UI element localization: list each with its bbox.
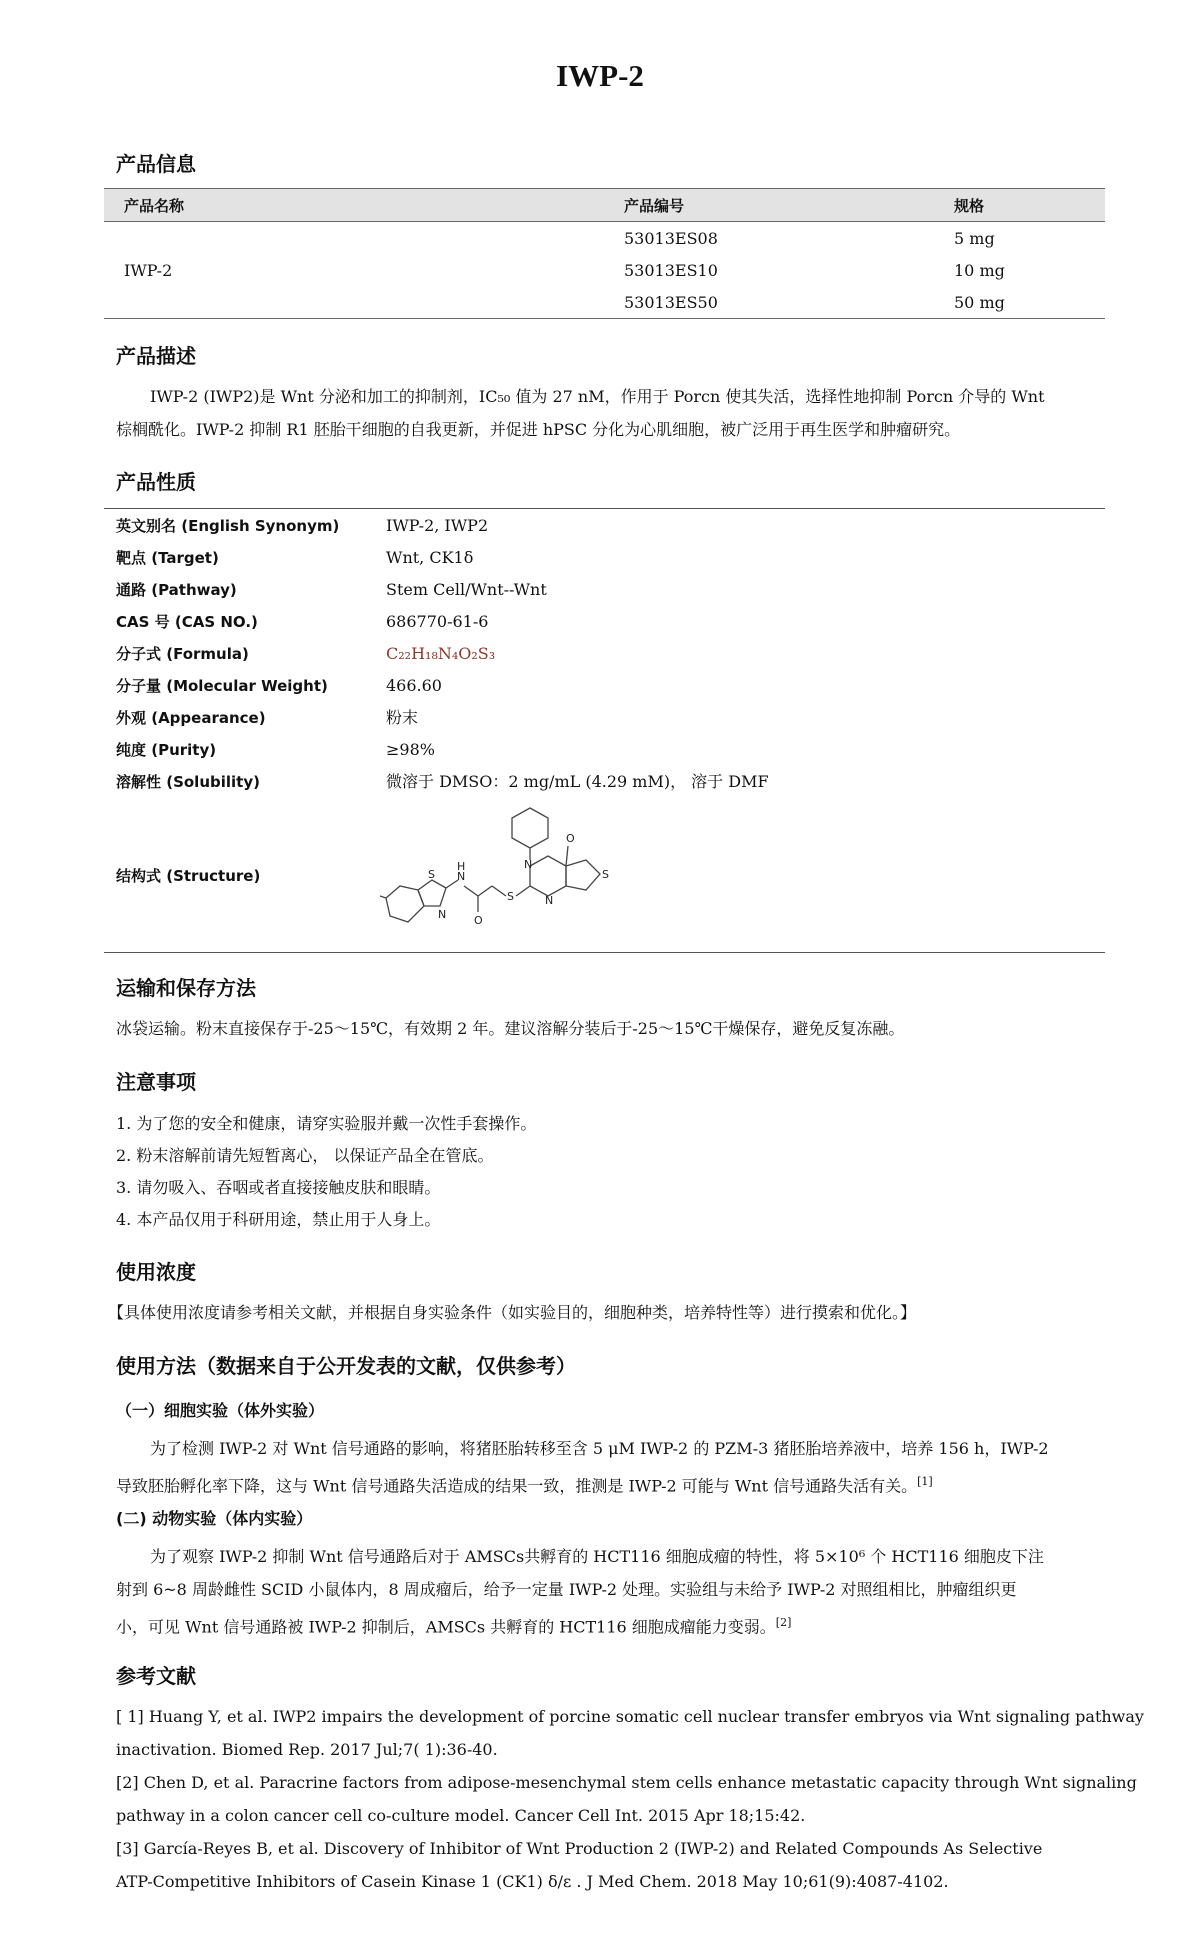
property-row-cas	[116, 606, 488, 638]
notes-list	[116, 1108, 536, 1236]
list-item: 3. 请勿吸入、吞咽或者直接接触皮肤和眼睛。	[116, 1178, 441, 1197]
property-row-solubility	[116, 766, 769, 798]
property-label: 外观 (Appearance)	[116, 709, 266, 727]
section-heading-concentration: 使用浓度	[116, 1260, 196, 1284]
property-label: 纯度 (Purity)	[116, 741, 217, 759]
property-label: 结构式 (Structure)	[116, 867, 261, 885]
atom-label: H	[457, 860, 466, 873]
section-heading-product-info: 产品信息	[116, 152, 196, 176]
product-code-cell: 53013ES50	[604, 286, 934, 319]
method-p2-line-2: 射到 6~8 周龄雌性 SCID 小鼠体内，8 周成瘤后，给予一定量 IWP-2 处理。实验组与未给予 IWP-2 对照组相比，肿瘤组织更	[116, 1580, 1017, 1599]
product-table	[104, 188, 1105, 319]
reference-1-line-2: inactivation. Biomed Rep. 2017 Jul;7( 1):36-40.	[116, 1740, 498, 1759]
header-product-code: 产品编号	[604, 189, 934, 222]
property-value: Wnt, CK1δ	[386, 548, 474, 567]
method-p1-line-1: 为了检测 IWP-2 对 Wnt 信号通路的影响，将猪胚胎转移至含 5 μM IWP-2 的 PZM-3 猪胚胎培养液中，培养 156 h，IWP-2	[150, 1439, 1049, 1458]
property-value: C₂₂H₁₈N₄O₂S₃	[386, 644, 496, 663]
property-row-appearance	[116, 702, 418, 734]
property-value: 466.60	[386, 676, 442, 695]
method-p1-line-2-text: 导致胚胎孵化率下降，这与 Wnt 信号通路失活造成的结果一致，推测是 IWP-2 可能与 Wnt 信号通路失活有关。	[116, 1476, 918, 1496]
atom-label: N	[524, 858, 533, 871]
property-label: 分子量 (Molecular Weight)	[116, 677, 328, 695]
method-p2-line-1: 为了观察 IWP-2 抑制 Wnt 信号通路后对于 AMSCs共孵育的 HCT116 细胞成瘤的特性，将 5×10⁶ 个 HCT116 细胞皮下注	[150, 1547, 1044, 1566]
subheading-cell-experiment: （一）细胞实验（体外实验）	[116, 1401, 325, 1420]
property-label: 靶点 (Target)	[116, 549, 219, 567]
section-heading-storage: 运输和保存方法	[116, 976, 256, 1000]
property-row-synonym	[116, 510, 488, 542]
product-name-cell: IWP-2	[104, 222, 604, 319]
reference-2-line-1: [2] Chen D, et al. Paracrine factors from adipose-mesenchymal stem cells enhance metastatic capacity through Wnt signaling	[116, 1773, 1137, 1792]
property-value: 686770-61-6	[386, 612, 489, 631]
atom-label: S	[602, 868, 609, 881]
document-title: IWP-2	[556, 58, 644, 93]
table-row	[104, 222, 1105, 255]
atom-label: N	[438, 908, 447, 921]
product-code-cell: 53013ES08	[624, 228, 718, 248]
section-heading-properties: 产品性质	[116, 470, 196, 494]
property-label: 分子式 (Formula)	[116, 645, 249, 663]
property-value: 微溶于 DMSO：2 mg/mL (4.29 mM)， 溶于 DMF	[386, 772, 769, 791]
header-product-name: 产品名称	[104, 189, 604, 222]
property-row-purity	[116, 734, 435, 766]
method-p2-line-3-text: 小，可见 Wnt 信号通路被 IWP-2 抑制后，AMSCs 共孵育的 HCT116 细胞成瘤能力变弱。	[116, 1617, 776, 1637]
citation-2: [2]	[775, 1616, 792, 1629]
description-line-1: IWP-2 (IWP2)是 Wnt 分泌和加工的抑制剂，IC₅₀ 值为 27 nM，作用于 Porcn 使其失活，选择性地抑制 Porcn 介导的 Wnt	[150, 387, 1045, 406]
list-item: 1. 为了您的安全和健康，请穿实验服并戴一次性手套操作。	[116, 1114, 537, 1133]
atom-label: S	[428, 868, 435, 881]
chemical-structure-image	[380, 800, 680, 950]
properties-top-rule	[104, 508, 1105, 509]
property-row-structure	[116, 860, 386, 892]
description-line-2: 棕榈酰化。IWP-2 抑制 R1 胚胎干细胞的自我更新，并促进 hPSC 分化为心肌细胞，被广泛用于再生医学和肿瘤研究。	[116, 420, 961, 439]
concentration-text: 【具体使用浓度请参考相关文献，并根据自身实验条件（如实验目的，细胞种类，培养特性等）进行摸索和优化。】	[108, 1303, 917, 1322]
reference-2-line-2: pathway in a colon cancer cell co-culture model. Cancer Cell Int. 2015 Apr 18;15:42.	[116, 1806, 806, 1825]
product-size-cell: 50 mg	[934, 286, 1105, 319]
structure-bonds	[380, 808, 600, 922]
property-value: 粉末	[386, 708, 419, 727]
property-row-target	[116, 542, 473, 574]
property-row-pathway	[116, 574, 547, 606]
method-p2-line-3	[116, 1606, 791, 1643]
property-value: Stem Cell/Wnt--Wnt	[386, 580, 547, 599]
method-p1-line-2	[116, 1465, 933, 1502]
property-label: 英文别名 (English Synonym)	[116, 517, 340, 535]
list-item: 4. 本产品仅用于科研用途，禁止用于人身上。	[116, 1210, 441, 1229]
property-row-mw	[116, 670, 442, 702]
structure-atom-labels	[428, 832, 609, 927]
product-size-cell: 5 mg	[954, 228, 995, 248]
reference-1-line-1: [ 1] Huang Y, et al. IWP2 impairs the development of porcine somatic cell nuclear transfer embryos via Wnt signaling pathway	[116, 1707, 1144, 1726]
subheading-animal-experiment: (二) 动物实验（体内实验）	[116, 1509, 313, 1528]
header-product-size: 规格	[934, 189, 1105, 222]
reference-3-line-1: [3] García-Reyes B, et al. Discovery of Inhibitor of Wnt Production 2 (IWP-2) and Related Compounds As Selective	[116, 1839, 1043, 1858]
property-value: IWP-2, IWP2	[386, 516, 489, 535]
property-label: 溶解性 (Solubility)	[116, 773, 260, 791]
citation-1: [1]	[917, 1475, 933, 1488]
atom-label: N	[457, 870, 466, 883]
property-label: 通路 (Pathway)	[116, 581, 237, 599]
product-table-header	[104, 189, 1105, 222]
property-label: CAS 号 (CAS NO.)	[116, 613, 258, 631]
atom-label: S	[507, 890, 514, 903]
section-heading-references: 参考文献	[116, 1664, 196, 1688]
list-item: 2. 粉末溶解前请先短暂离心， 以保证产品全在管底。	[116, 1146, 494, 1165]
section-heading-method: 使用方法（数据来自于公开发表的文献，仅供参考）	[116, 1354, 576, 1378]
storage-text: 冰袋运输。粉末直接保存于-25～15℃，有效期 2 年。建议溶解分装后于-25～15℃干燥保存，避免反复冻融。	[116, 1019, 905, 1038]
section-heading-description: 产品描述	[116, 344, 196, 368]
atom-label: O	[566, 832, 575, 845]
atom-label: N	[545, 894, 554, 907]
properties-bottom-rule	[104, 952, 1105, 953]
property-row-formula	[116, 638, 495, 670]
property-value: ≥98%	[386, 740, 435, 759]
reference-3-line-2: ATP-Competitive Inhibitors of Casein Kinase 1 (CK1) δ/ε . J Med Chem. 2018 May 10;61(9):4087-4102.	[116, 1872, 949, 1891]
atom-label: O	[474, 914, 483, 927]
product-size-cell: 10 mg	[954, 260, 1005, 280]
section-heading-notes: 注意事项	[116, 1070, 196, 1094]
product-code-cell: 53013ES10	[624, 260, 718, 280]
